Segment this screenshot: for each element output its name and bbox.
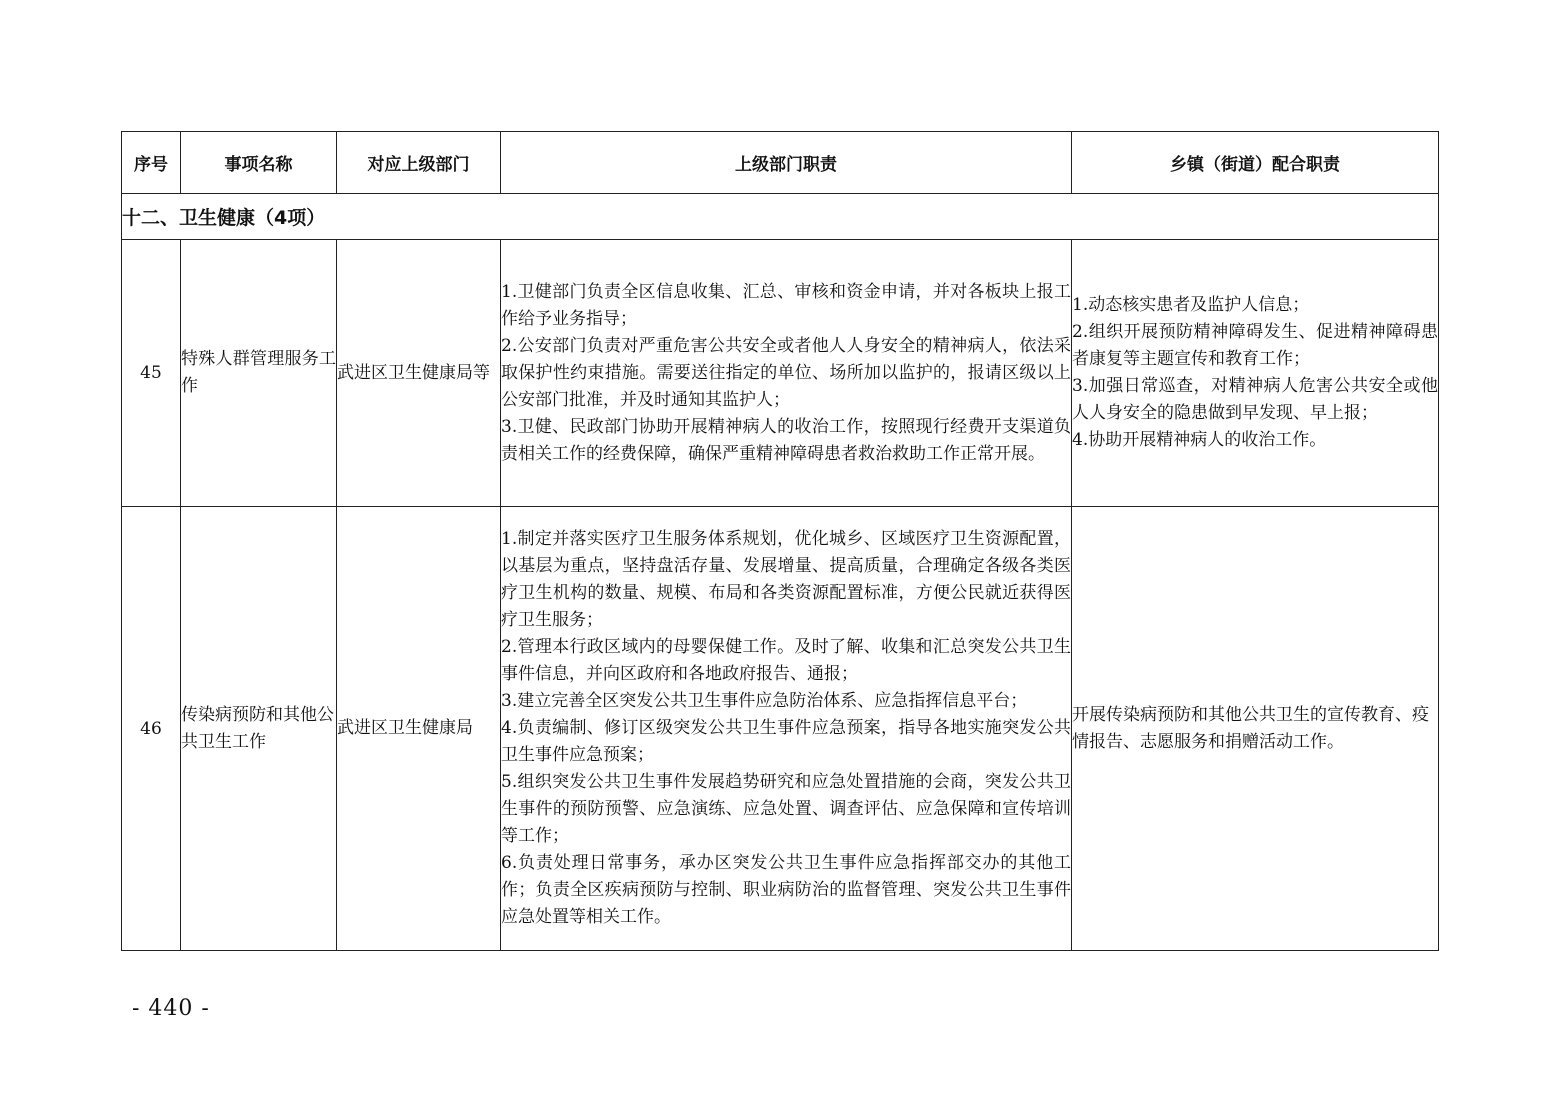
header-row <box>122 132 1439 194</box>
upper-duty-item: 1.制定并落实医疗卫生服务体系规划，优化城乡、区域医疗卫生资源配置，以基层为重点，坚持盘活存量、发展增量、提高质量，合理确定各级各类医疗卫生机构的数量、规模、布局和各类资源配置标准，方便公民就近获得医疗卫生服务； <box>501 529 1071 630</box>
duty-table <box>121 131 1439 951</box>
item-name-text: 特殊人群管理服务工作 <box>181 349 336 396</box>
header-upper-dept: 对应上级部门 <box>337 132 501 194</box>
town-duty-item: 4.协助开展精神病人的收治工作。 <box>1072 430 1327 450</box>
row-upper-dept <box>337 507 501 951</box>
header-upper-duty: 上级部门职责 <box>501 132 1072 194</box>
upper-duty-item: 3.卫健、民政部门协助开展精神病人的收治工作，按照现行经费开支渠道负责相关工作的经费保障，确保严重精神障碍患者救治救助工作正常开展。 <box>501 416 1071 464</box>
row-upper-duty <box>501 240 1072 507</box>
upper-dept-text: 武进区卫生健康局等 <box>337 362 490 383</box>
table-row <box>122 507 1439 951</box>
town-duty-item: 开展传染病预防和其他公共卫生的宣传教育、疫情报告、志愿服务和捐赠活动工作。 <box>1072 704 1429 752</box>
town-duty-item: 3.加强日常巡查，对精神病人危害公共安全或他人人身安全的隐患做到早发现、早上报； <box>1072 376 1438 423</box>
row-town-duty <box>1072 507 1439 951</box>
row-town-duty <box>1072 240 1439 507</box>
row-no: 45 <box>122 240 181 507</box>
town-duty-item: 1.动态核实患者及监护人信息； <box>1072 295 1310 315</box>
upper-duty-item: 2.公安部门负责对严重危害公共安全或者他人人身安全的精神病人，依法采取保护性约束措施。需要送往指定的单位、场所加以监护的，报请区级以上公安部门批准，并及时通知其监护人； <box>501 335 1071 410</box>
item-name-text: 传染病预防和其他公共卫生工作 <box>181 704 334 752</box>
upper-duty-item: 3.建立完善全区突发公共卫生事件应急防治体系、应急指挥信息平台； <box>501 691 1028 711</box>
header-item-name: 事项名称 <box>181 132 337 194</box>
upper-duty-item: 6.负责处理日常事务，承办区突发公共卫生事件应急指挥部交办的其他工作；负责全区疾病预防与控制、职业病防治的监督管理、突发公共卫生事件应急处置等相关工作。 <box>501 853 1071 927</box>
upper-duty-item: 2.管理本行政区域内的母婴保健工作。及时了解、收集和汇总突发公共卫生事件信息，并向区政府和各地政府报告、通报； <box>501 637 1071 684</box>
section-title: 十二、卫生健康（4项） <box>122 194 1439 240</box>
section-row <box>122 194 1439 240</box>
row-item-name <box>181 507 337 951</box>
upper-duty-item: 4.负责编制、修订区级突发公共卫生事件应急预案，指导各地实施突发公共卫生事件应急预案； <box>501 718 1071 765</box>
upper-duty-item: 5.组织突发公共卫生事件发展趋势研究和应急处置措施的会商，突发公共卫生事件的预防预警、应急演练、应急处置、调查评估、应急保障和宣传培训等工作； <box>501 772 1071 846</box>
table-row <box>122 240 1439 507</box>
row-item-name <box>181 240 337 507</box>
header-town-duty: 乡镇（街道）配合职责 <box>1072 132 1439 194</box>
town-duty-item: 2.组织开展预防精神障碍发生、促进精神障碍患者康复等主题宣传和教育工作； <box>1072 322 1438 369</box>
header-no: 序号 <box>122 132 181 194</box>
upper-duty-item: 1.卫健部门负责全区信息收集、汇总、审核和资金申请，并对各板块上报工作给予业务指导； <box>501 281 1071 329</box>
page-number: - 440 - <box>132 996 210 1021</box>
upper-dept-text: 武进区卫生健康局 <box>337 718 473 738</box>
row-upper-duty <box>501 507 1072 951</box>
row-no: 46 <box>122 507 181 951</box>
row-upper-dept <box>337 240 501 507</box>
